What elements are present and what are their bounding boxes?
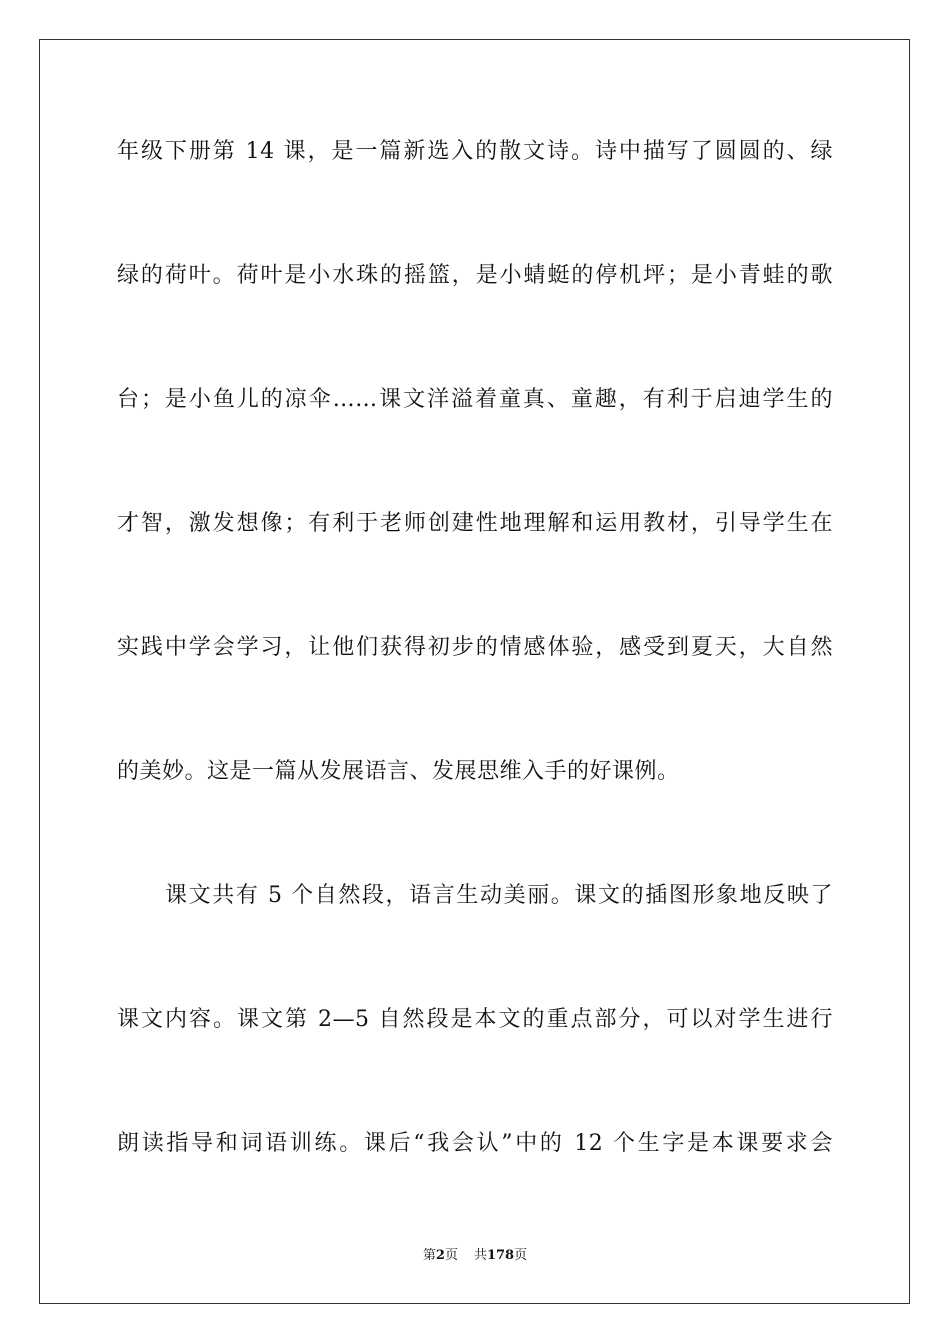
text-line-5: 实践中学会学习，让他们获得初步的情感体验，感受到夏天，大自然 (117, 635, 833, 660)
page-footer (0, 1247, 950, 1265)
total-pages: 178 (486, 1248, 515, 1263)
text-line-7: 课文共有 5 个自然段，语言生动美丽。课文的插图形象地反映了 (165, 883, 833, 908)
total-prefix: 共 (473, 1248, 487, 1263)
text-line-6: 的美妙。这是一篇从发展语言、发展思维入手的好课例。 (117, 759, 680, 784)
page-prefix: 第 (422, 1248, 436, 1263)
text-line-9: 朗读指导和词语训练。课后“我会认”中的 12 个生字是本课要求会 (117, 1131, 833, 1156)
page-frame (39, 39, 910, 1304)
text-line-4: 才智，激发想像；有利于老师创建性地理解和运用教材，引导学生在 (117, 511, 833, 536)
text-line-2: 绿的荷叶。荷叶是小水珠的摇篮，是小蜻蜓的停机坪；是小青蛙的歌 (117, 263, 833, 288)
page-number: 2 (435, 1248, 445, 1263)
text-line-1: 年级下册第 14 课，是一篇新选入的散文诗。诗中描写了圆圆的、绿 (117, 139, 833, 164)
page-suffix: 页 (444, 1248, 458, 1263)
total-suffix: 页 (514, 1248, 528, 1263)
text-line-3: 台；是小鱼儿的凉伞……课文洋溢着童真、童趣，有利于启迪学生的 (117, 387, 833, 412)
text-line-8: 课文内容。课文第 2—5 自然段是本文的重点部分，可以对学生进行 (117, 1007, 833, 1032)
